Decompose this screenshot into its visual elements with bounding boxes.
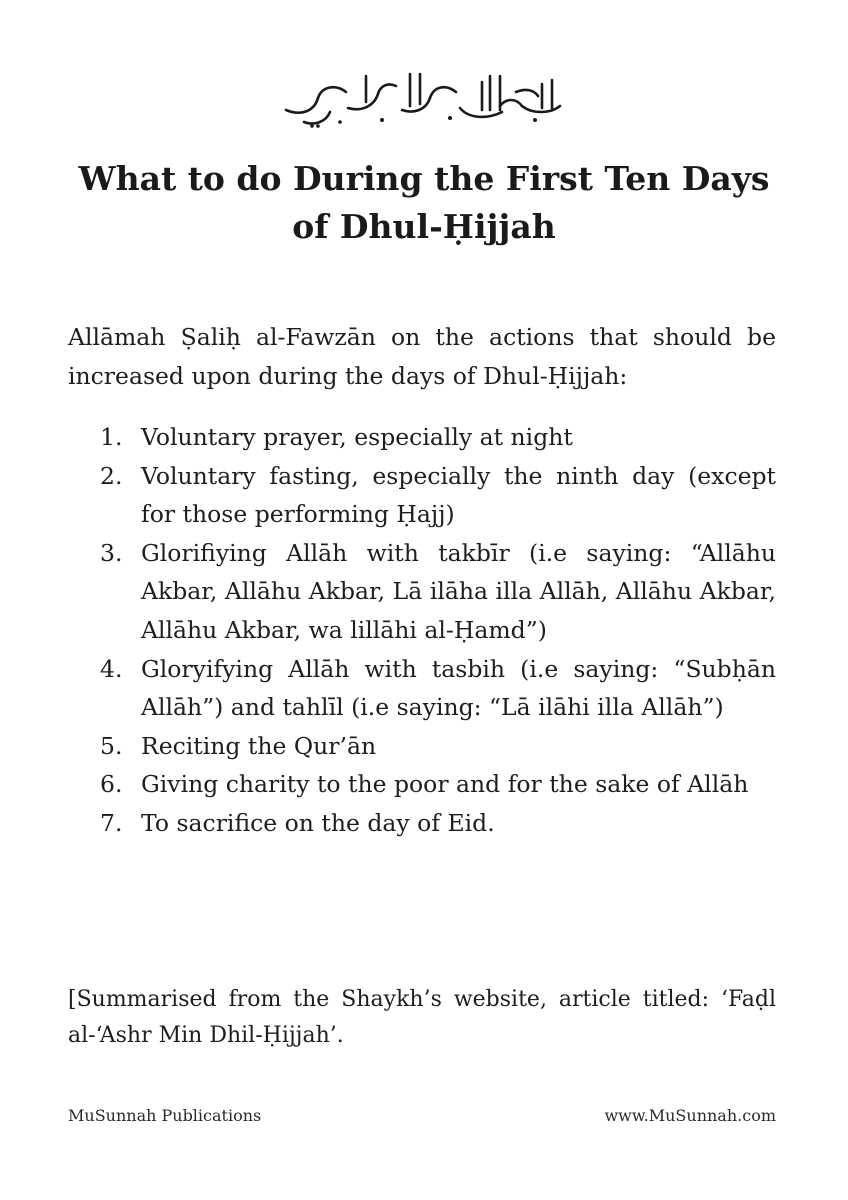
list-item-text: To sacrifice on the day of Eid. bbox=[141, 808, 495, 837]
list-item-number: 2. bbox=[100, 461, 123, 490]
list-item-number: 5. bbox=[100, 731, 123, 760]
list-item bbox=[100, 765, 776, 804]
list-item-number: 1. bbox=[100, 423, 123, 451]
list-item bbox=[100, 534, 776, 650]
actions-list bbox=[100, 418, 776, 843]
source-citation: [Summarised from the Shaykh’s website, article titled: ‘Faḍl al-‘Ashr Min Dhil-Ḥijjah’. bbox=[68, 987, 776, 1048]
list-item-number: 6. bbox=[100, 770, 123, 799]
list-item-text: Glorifiying Allāh with takbīr (i.e saying: “Allāhu Akbar, Allāhu Akbar, Lā ilāha illa Allāh, Allāhu Akbar, Allāhu Akbar, wa lillāhi al-Ḥamd”) bbox=[141, 538, 776, 644]
page-title bbox=[24, 155, 824, 251]
list-item-number: 3. bbox=[100, 538, 123, 567]
list-item-text: Giving charity to the poor and for the sake of Allāh bbox=[141, 770, 749, 799]
list-item-text: Gloryifying Allāh with tasbih (i.e saying: “Subḥān Allāh”) and tahlīl (i.e saying: “Lā ilāhi illa Allāh”) bbox=[141, 654, 776, 722]
list-item bbox=[100, 650, 776, 727]
list-item bbox=[100, 457, 776, 534]
list-item bbox=[100, 418, 776, 457]
list-item-number: 7. bbox=[100, 808, 123, 837]
list-item-text: Voluntary fasting, especially the ninth day (except for those performing Ḥajj) bbox=[141, 461, 776, 529]
list-item-text: Reciting the Qur’ān bbox=[141, 731, 377, 760]
title-line-1: What to do During the First Ten Days bbox=[78, 159, 770, 198]
list-item-number: 4. bbox=[100, 654, 123, 683]
title-line-2: of Dhul-Ḥijjah bbox=[292, 207, 556, 246]
intro-paragraph: Allāmah Ṣaliḥ al-Fawzān on the actions that should be increased upon during the days of Dhul-Ḥijjah: bbox=[68, 323, 776, 390]
list-item bbox=[100, 727, 776, 766]
basmala-calligraphy bbox=[270, 62, 570, 142]
list-item bbox=[100, 804, 776, 843]
list-item-text: Voluntary prayer, especially at night bbox=[141, 423, 573, 451]
publisher-name: MuSunnah Publications bbox=[68, 1106, 262, 1125]
website-url: www.MuSunnah.com bbox=[604, 1106, 776, 1125]
